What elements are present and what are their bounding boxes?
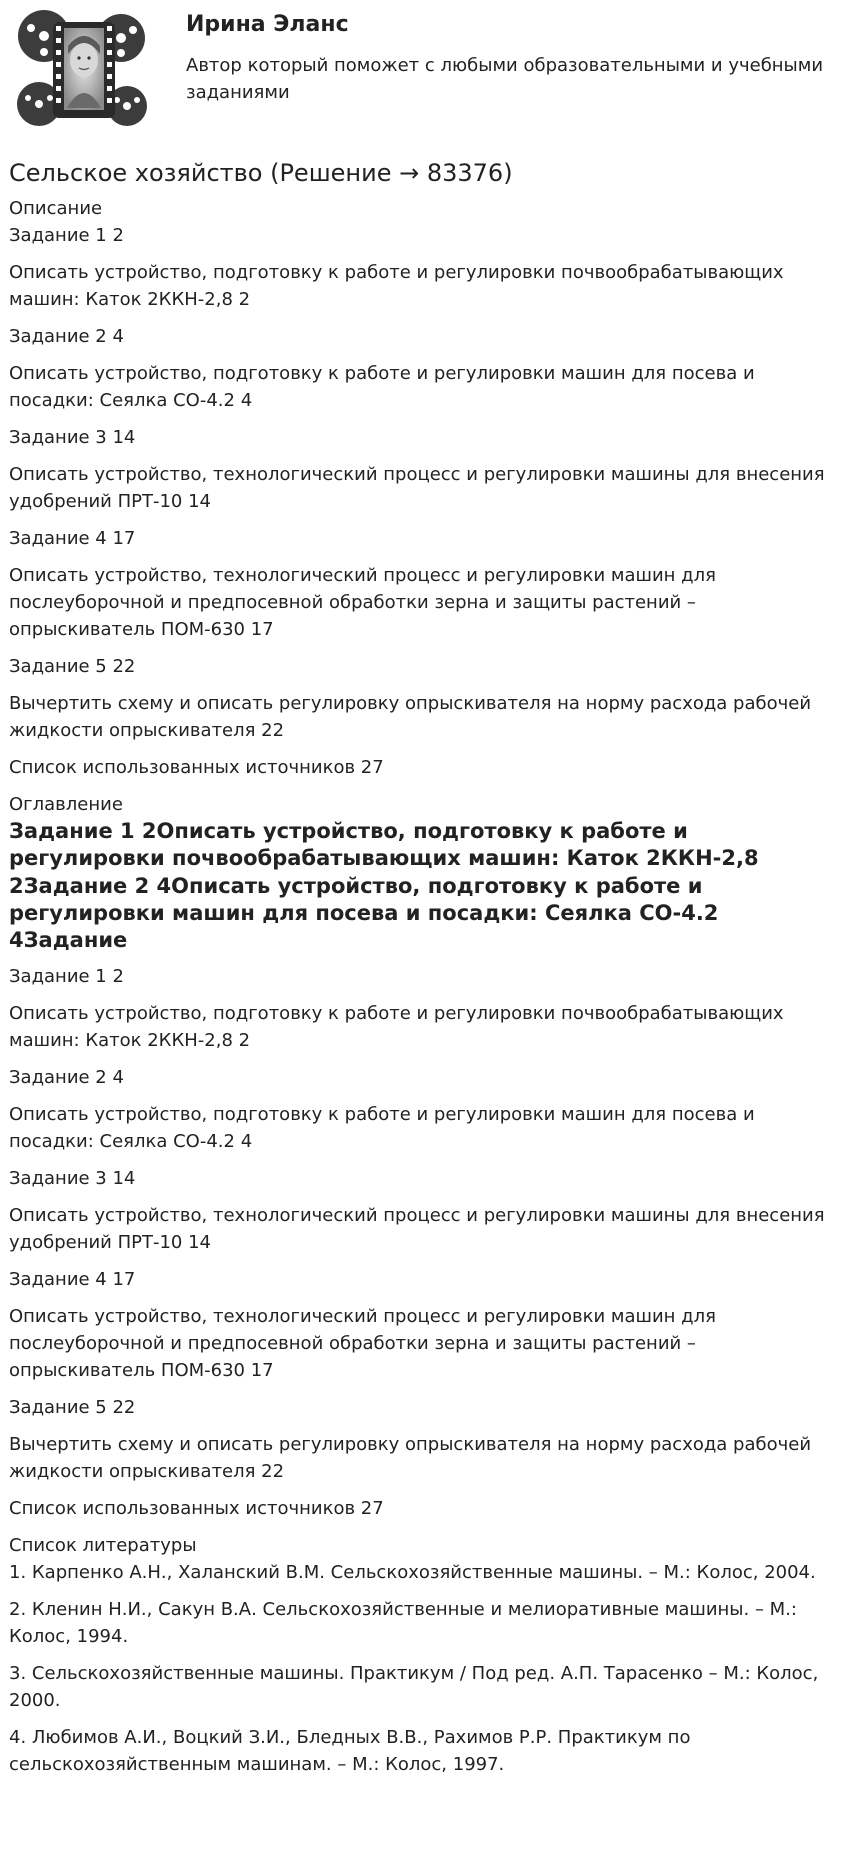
film-reel-avatar-image [9,8,159,134]
author-name: Ирина Эланс [186,12,349,37]
toc-bold-text: Задание 1 2Описать устройство, подготовку к работе и регулировки почвообрабатывающих машин: Каток 2ККН-2,8 2Задание 2 4Описать устройство, подготовку к работе и регулировки машин для посева и посадки: Сеялка СО-4.2 4Задание [9,819,759,953]
task-text: Описать устройство, технологический процесс и регулировки машин для послеуборочной и предпосевной обработки зерна и защиты растений –опрыскиватель ПОМ-630 17 [9,1305,716,1381]
description-label: Описание [9,198,103,220]
task-text: Описать устройство, подготовку к работе и регулировки почвообрабатывающих машин: Каток 2ККН-2,8 2 [9,262,784,311]
task-heading: Задание 3 14 [9,1167,136,1189]
task-heading: Задание 2 4 [9,1066,124,1088]
task-heading: Задание 1 2 [9,965,124,987]
task-text: Описать устройство, технологический процесс и регулировки машин для послеуборочной и предпосевной обработки зерна и защиты растений –опрыскиватель ПОМ-630 17 [9,565,716,641]
literature-list [9,1559,838,1778]
task-text: Вычертить схему и описать регулировку опрыскивателя на норму расхода рабочей жидкости опрыскивателя 22 [9,693,812,742]
task-heading: Задание 3 14 [9,427,136,449]
task-text: Описать устройство, технологический процесс и регулировки машины для внесения удобрений ПРТ-10 14 [9,464,825,513]
literature-label: Список литературы [9,1534,197,1556]
literature-item: 4. Любимов А.И., Воцкий З.И., Бледных В.В., Рахимов Р.Р. Практикум по сельскохозяйственным машинам. – М.: Колос, 1997. [9,1726,691,1775]
literature-item: 2. Кленин Н.И., Сакун В.А. Сельскохозяйственные и мелиоративные машины. – М.: Колос, 1994. [9,1598,798,1647]
task-text: Вычертить схему и описать регулировку опрыскивателя на норму расхода рабочей жидкости опрыскивателя 22 [9,1433,812,1482]
task-heading: Задание 4 17 [9,1268,136,1290]
sources-line: Список использованных источников 27 [9,757,384,779]
task-heading: Задание 4 17 [9,528,136,550]
literature-item: 1. Карпенко А.Н., Халанский В.М. Сельскохозяйственные машины. – М.: Колос, 2004. [9,1561,816,1583]
toc-label: Оглавление [9,794,123,816]
task-heading: Задание 2 4 [9,326,124,348]
task-list-repeat [9,963,838,1522]
author-card [9,6,838,158]
sources-line: Список использованных источников 27 [9,1497,384,1519]
task-text: Описать устройство, подготовку к работе и регулировки почвообрабатывающих машин: Каток 2ККН-2,8 2 [9,1002,784,1051]
task-heading: Задание 5 22 [9,1396,136,1418]
task-list [9,222,838,781]
author-description: Автор который поможет с любыми образовательными и учебными заданиями [186,54,824,104]
task-text: Описать устройство, подготовку к работе и регулировки машин для посева и посадки: Сеялка СО-4.2 4 [9,363,755,412]
literature-item: 3. Сельскохозяйственные машины. Практикум / Под ред. А.П. Тарасенко – М.: Колос, 2000. [9,1662,819,1711]
task-text: Описать устройство, технологический процесс и регулировки машины для внесения удобрений ПРТ-10 14 [9,1204,825,1253]
task-text: Описать устройство, подготовку к работе и регулировки машин для посева и посадки: Сеялка СО-4.2 4 [9,1103,755,1152]
avatar [9,8,159,134]
page-title: Сельское хозяйство (Решение → 83376) [9,159,513,187]
task-heading: Задание 5 22 [9,656,136,678]
task-heading: Задание 1 2 [9,225,124,247]
